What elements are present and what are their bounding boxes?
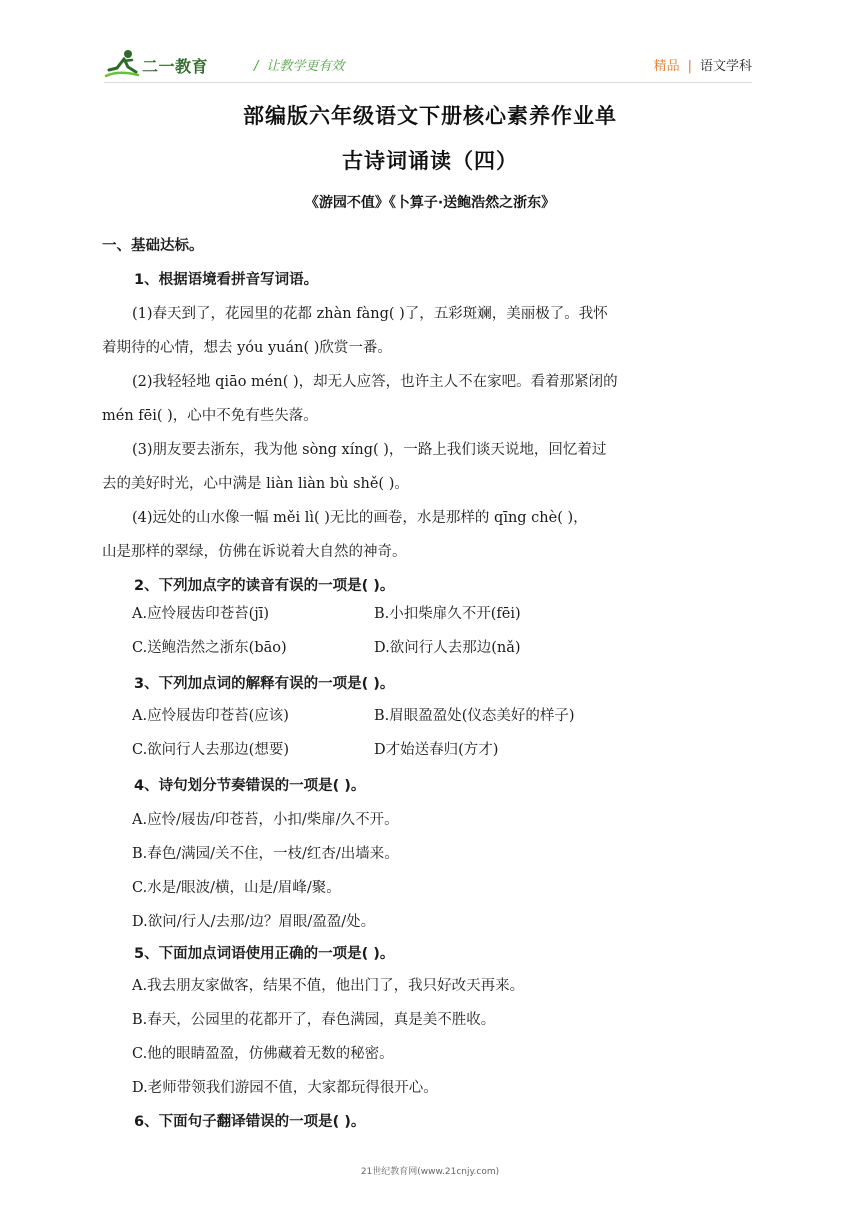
page-subtitle: 古诗词诵读（四） — [342, 149, 518, 173]
q5-heading: 5、下面加点词语使用正确的一项是( )。 — [134, 946, 395, 962]
q2-option-b: B.小扣柴扉久不开(fēi) — [374, 606, 521, 622]
slogan-text: 让教学更有效 — [266, 59, 345, 74]
runner-icon — [104, 48, 140, 80]
slogan-divider: / — [254, 59, 259, 74]
q4-option-c: C.水是/眼波/横，山是/眉峰/聚。 — [132, 880, 341, 896]
poem-titles: 《游园不值》《卜算子·送鲍浩然之浙东》 — [304, 195, 556, 211]
q5-option-b: B.春天，公园里的花都开了，春色满园，真是美不胜收。 — [132, 1012, 496, 1028]
q3-option-a: A.应怜屐齿印苍苔(应该) — [132, 708, 289, 724]
page-header — [104, 46, 752, 82]
page-title: 部编版六年级语文下册核心素养作业单 — [243, 104, 617, 128]
q2-option-d: D.欲问行人去那边(nǎ) — [374, 640, 521, 656]
q4-heading: 4、诗句划分节奏错误的一项是( )。 — [134, 778, 366, 794]
tag-separator: | — [687, 59, 692, 74]
q6-heading: 6、下面句子翻译错误的一项是( )。 — [134, 1114, 366, 1130]
quality-tag: 精品 — [653, 59, 680, 74]
q1-line-5: (3)朋友要去浙东，我为他 sòng xíng( )，一路上我们谈天说地，回忆着过 — [132, 442, 607, 458]
section-heading: 一、基础达标。 — [102, 238, 204, 254]
page-footer: 21世纪教育网(www.21cnjy.com) — [360, 1167, 500, 1177]
q5-option-d: D.老师带领我们游园不值，大家都玩得很开心。 — [132, 1080, 438, 1096]
q2-heading: 2、下列加点字的读音有误的一项是( )。 — [134, 578, 395, 594]
q4-option-d: D.欲问/行人/去那/边？眉眼/盈盈/处。 — [132, 914, 376, 930]
q2-option-c: C.送鲍浩然之浙东(bāo) — [132, 640, 287, 656]
header-tags — [654, 55, 752, 74]
slogan — [254, 55, 344, 74]
q1-heading: 1、根据语境看拼音写词语。 — [134, 272, 319, 288]
q1-line-7: (4)远处的山水像一幅 měi lì( )无比的画卷，水是那样的 qīng chè( )， — [132, 510, 588, 526]
q4-option-b: B.春色/满园/关不住，一枝/红杏/出墙来。 — [132, 846, 399, 862]
q1-line-1: (1)春天到了，花园里的花都 zhàn fàng( )了，五彩斑斓，美丽极了。我怀 — [132, 306, 608, 322]
q3-option-b: B.眉眼盈盈处(仪态美好的样子) — [374, 708, 575, 724]
q3-option-d: D才始送春归(方才) — [374, 742, 499, 758]
q1-line-8: 山是那样的翠绿，仿佛在诉说着大自然的神奇。 — [102, 544, 407, 560]
subject-tag: 语文学科 — [699, 59, 752, 74]
logo-text: 二一教育 — [142, 57, 209, 76]
q2-option-a: A.应怜屐齿印苍苔(jī) — [132, 606, 270, 622]
brand-logo — [104, 48, 244, 80]
header-divider — [104, 82, 752, 83]
q3-heading: 3、下列加点词的解释有误的一项是( )。 — [134, 676, 395, 692]
q5-option-a: A.我去朋友家做客，结果不值，他出门了，我只好改天再来。 — [132, 978, 525, 994]
q1-line-2: 着期待的心情，想去 yóu yuán( )欣赏一番。 — [102, 340, 392, 356]
q1-line-6: 去的美好时光，心中满是 liàn liàn bù shě( )。 — [102, 476, 409, 492]
q4-option-a: A.应怜/屐齿/印苍苔，小扣/柴扉/久不开。 — [132, 812, 399, 828]
q1-line-4: mén fēi( )，心中不免有些失落。 — [102, 408, 318, 424]
q1-line-3: (2)我轻轻地 qiāo mén( )，却无人应答，也许主人不在家吧。看着那紧闭的 — [132, 374, 618, 390]
q5-option-c: C.他的眼睛盈盈，仿佛藏着无数的秘密。 — [132, 1046, 394, 1062]
q3-option-c: C.欲问行人去那边(想要) — [132, 742, 289, 758]
